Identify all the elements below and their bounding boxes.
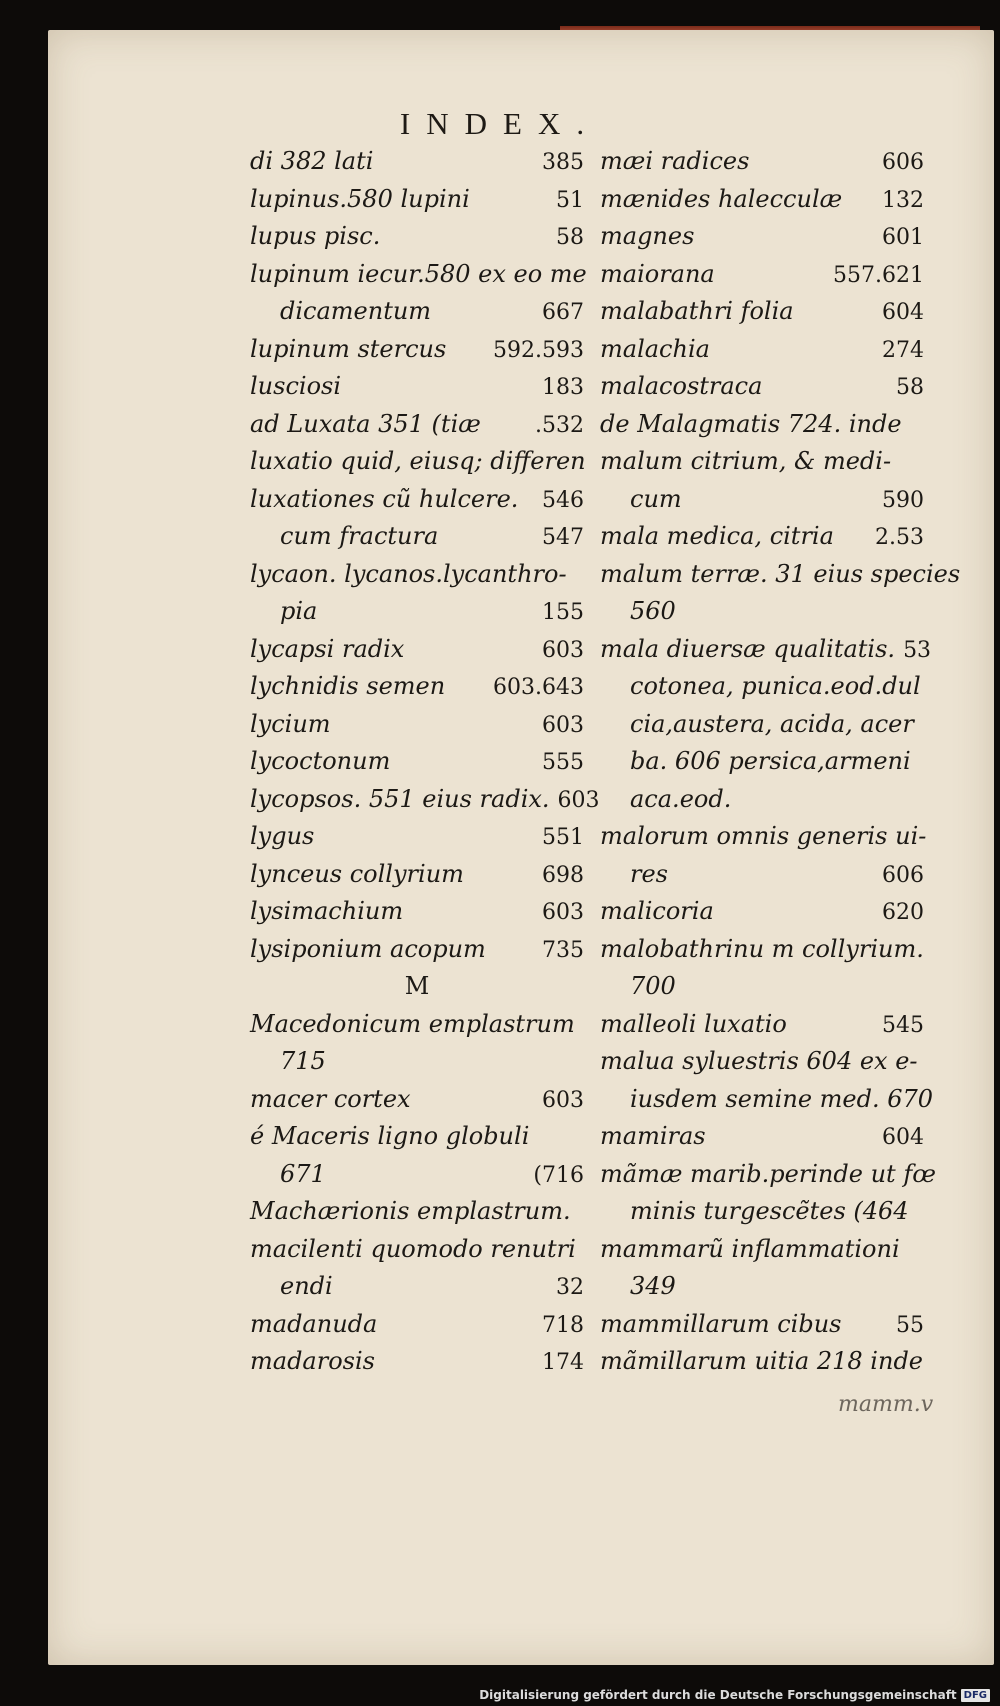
index-term: Macedonicum emplastrum <box>250 1009 575 1038</box>
index-term: luxationes cũ hulcere. <box>250 484 519 513</box>
index-term: mamiras <box>600 1122 706 1150</box>
index-entry <box>600 368 924 406</box>
index-term: lupinum iecur.580 ex eo me <box>250 259 587 288</box>
index-term: minis turgescẽtes (464 <box>630 1197 909 1225</box>
footer-text: Digitalisierung gefördert durch die Deutsche Forschungsgemeinschaft <box>479 1688 957 1702</box>
index-entry <box>600 331 924 369</box>
index-page-ref: 557.621 <box>833 262 924 288</box>
index-page-ref: 603 <box>542 900 584 925</box>
index-page-ref: 51 <box>556 187 584 213</box>
index-entry <box>250 443 584 481</box>
index-term: endi <box>280 1272 333 1300</box>
dfg-logo: DFG <box>961 1689 990 1702</box>
index-page-ref: 603 <box>542 712 584 738</box>
index-term: cotonea, punica.eod.dul <box>630 672 921 700</box>
index-entry <box>600 1156 936 1194</box>
index-entry <box>250 1268 584 1306</box>
index-entry <box>250 1156 584 1194</box>
index-page-ref: 545 <box>882 1012 924 1038</box>
index-entry <box>250 593 584 631</box>
index-term: lycaon. lycanos.lycanthro- <box>250 559 567 588</box>
index-term: magnes <box>600 222 695 250</box>
index-page-ref: 174 <box>542 1350 584 1375</box>
index-term: malum citrium, & medi- <box>600 447 892 475</box>
index-page-ref: 385 <box>542 150 584 175</box>
index-entry <box>250 1306 584 1344</box>
index-entry <box>250 931 584 969</box>
index-term: de Malagmatis 724. inde <box>600 409 902 438</box>
index-entry <box>250 1006 584 1044</box>
index-page-ref: (716 <box>533 1162 584 1188</box>
index-entry <box>250 293 584 331</box>
index-entry <box>250 181 584 219</box>
index-page-ref: 735 <box>542 937 584 963</box>
index-term: cum fractura <box>280 522 439 550</box>
index-page-ref: 603 <box>557 787 600 813</box>
index-entry <box>250 518 584 556</box>
index-term: lychnidis semen <box>250 672 446 700</box>
index-term: iusdem semine med. 670 <box>630 1084 934 1113</box>
index-entry <box>600 593 924 631</box>
index-term: lygus <box>250 822 315 850</box>
index-entry <box>600 1043 924 1081</box>
index-entry <box>250 1231 584 1269</box>
index-entry <box>600 518 924 556</box>
index-page-ref: 606 <box>882 862 924 888</box>
index-entry <box>250 1118 584 1156</box>
index-term: 715 <box>280 1047 326 1075</box>
index-entry <box>250 706 584 744</box>
index-page-ref: 551 <box>542 825 584 850</box>
index-term: 349 <box>630 1272 676 1300</box>
index-entry <box>250 1343 584 1381</box>
index-page-ref: 603.643 <box>493 675 584 700</box>
index-entry <box>600 181 924 219</box>
index-entry <box>600 781 924 819</box>
index-entry <box>600 443 924 481</box>
index-term: cum <box>630 484 682 513</box>
index-page-ref: 592.593 <box>493 337 584 363</box>
index-term: mæi radices <box>600 147 750 175</box>
index-term: lycoctonum <box>250 747 391 775</box>
index-term: pia <box>280 597 318 625</box>
index-page-ref: 698 <box>542 862 584 888</box>
index-page-ref: 667 <box>542 300 584 325</box>
index-entry <box>600 968 924 1006</box>
index-entry <box>600 143 924 181</box>
index-entry <box>600 893 924 931</box>
index-term: malleoli luxatio <box>600 1009 787 1038</box>
index-entry <box>250 218 584 256</box>
index-entry <box>250 631 584 669</box>
index-page-ref: 155 <box>542 600 584 625</box>
index-entry <box>600 743 924 781</box>
index-page-ref: 274 <box>882 337 924 363</box>
index-term: cia,austera, acida, acer <box>630 709 914 738</box>
index-column-right <box>600 143 961 1381</box>
index-term: res <box>630 859 668 888</box>
index-entry <box>600 706 924 744</box>
index-entry <box>600 931 924 969</box>
index-term: é Maceris ligno globuli <box>250 1122 530 1150</box>
index-term: mammillarum cibus <box>600 1309 842 1338</box>
index-term: malorum omnis generis ui- <box>600 822 927 850</box>
index-term: lynceus collyrium <box>250 859 464 888</box>
index-entry <box>250 143 584 181</box>
index-term: lycapsi radix <box>250 634 405 663</box>
index-term: 671 <box>280 1159 326 1188</box>
index-term: macer cortex <box>250 1084 411 1113</box>
index-page-ref: 604 <box>882 300 924 325</box>
index-entry <box>250 781 600 819</box>
index-term: lupus pisc. <box>250 222 381 250</box>
index-page-ref: 2.53 <box>875 525 924 550</box>
catchword: mamm.v <box>838 1392 934 1417</box>
index-page-ref: 604 <box>882 1125 924 1150</box>
index-term: mala medica, citria <box>600 522 834 550</box>
index-term: Machærionis emplastrum. <box>250 1197 571 1225</box>
index-entry <box>600 256 924 294</box>
index-term: malacostraca <box>600 372 763 400</box>
index-entry <box>600 1343 924 1381</box>
index-term: lysiponium acopum <box>250 934 486 963</box>
index-page-ref: 183 <box>542 375 584 400</box>
digitization-footer <box>479 1688 990 1702</box>
index-entry <box>600 218 924 256</box>
index-term: dicamentum <box>280 297 432 325</box>
index-page-ref: 606 <box>882 150 924 175</box>
index-entry <box>250 1043 584 1081</box>
index-term: malobathrinu m collyrium. <box>600 934 924 963</box>
index-entry <box>600 293 924 331</box>
index-term: lupinus.580 lupini <box>250 184 470 213</box>
index-entry <box>600 556 961 594</box>
index-page-ref: 55 <box>896 1312 924 1338</box>
index-term: ad Luxata 351 (tiæ <box>250 409 481 438</box>
index-entry <box>600 1306 924 1344</box>
index-term: madarosis <box>250 1347 375 1375</box>
index-term: lycopsos. 551 eius radix. <box>250 784 550 813</box>
index-term: malum terræ. 31 eius species <box>600 559 961 588</box>
index-page-ref: 601 <box>882 225 924 250</box>
index-page-ref: 555 <box>542 750 584 775</box>
index-page-ref: 58 <box>556 225 584 250</box>
index-entry <box>600 1081 934 1119</box>
index-page-ref: 603 <box>542 637 584 663</box>
index-term: mala diuersæ qualitatis. <box>600 634 896 663</box>
index-term: 560 <box>630 597 676 625</box>
index-term: lycium <box>250 709 331 738</box>
index-entry <box>250 1081 584 1119</box>
index-term: macilenti quomodo renutri <box>250 1234 576 1263</box>
index-column-left <box>250 143 600 1381</box>
index-entry <box>600 1118 924 1156</box>
index-entry <box>600 668 924 706</box>
index-page-ref: 718 <box>542 1312 584 1338</box>
index-page-ref: 590 <box>882 487 924 513</box>
index-page-ref: 603 <box>542 1087 584 1113</box>
index-entry <box>250 481 584 519</box>
index-entry <box>600 1268 924 1306</box>
index-page-ref: 32 <box>556 1275 584 1300</box>
index-term: di 382 lati <box>250 147 374 175</box>
index-entry <box>250 556 584 594</box>
index-entry <box>250 256 587 294</box>
index-term: lusciosi <box>250 372 342 400</box>
index-entry <box>600 631 932 669</box>
index-term: maiorana <box>600 259 715 288</box>
index-term: lysimachium <box>250 897 404 925</box>
index-page-ref: 132 <box>882 187 924 213</box>
index-term: malabathri folia <box>600 297 794 325</box>
index-term: mãmæ marib.perinde ut fœ <box>600 1159 936 1188</box>
index-page-ref: 547 <box>542 525 584 550</box>
index-entry <box>600 481 924 519</box>
index-entry <box>250 743 584 781</box>
index-term: malua syluestris 604 ex e- <box>600 1047 918 1075</box>
index-entry <box>600 1193 924 1231</box>
index-entry <box>250 331 584 369</box>
index-page-ref: 53 <box>903 637 932 663</box>
index-term: mãmillarum uitia 218 inde <box>600 1347 924 1375</box>
index-term: malachia <box>600 334 710 363</box>
index-term: mammarũ inflammationi <box>600 1234 900 1263</box>
index-page-ref: 620 <box>882 900 924 925</box>
index-term: M <box>404 972 430 1000</box>
index-term: mænides halecculæ <box>600 184 843 213</box>
index-term: malicoria <box>600 897 714 925</box>
index-entry <box>250 406 584 444</box>
index-entry <box>250 893 584 931</box>
index-term: luxatio quid, eiusq; differen <box>250 447 586 475</box>
index-entry <box>250 968 584 1006</box>
index-entry <box>250 368 584 406</box>
index-page-ref: 546 <box>542 487 584 513</box>
index-term: 700 <box>630 972 676 1000</box>
index-term: lupinum stercus <box>250 334 447 363</box>
index-page-ref: 58 <box>896 375 924 400</box>
index-term: aca.eod. <box>630 784 732 813</box>
index-entry <box>250 1193 584 1231</box>
running-head: INDEX. <box>399 106 601 141</box>
index-entry <box>600 406 924 444</box>
index-page-ref: .532 <box>535 412 584 438</box>
index-entry <box>250 668 584 706</box>
index-entry <box>250 818 584 856</box>
index-entry <box>600 1231 924 1269</box>
index-entry <box>600 856 924 894</box>
index-term: madanuda <box>250 1309 378 1338</box>
index-entry <box>600 1006 924 1044</box>
index-term: ba. 606 persica,armeni <box>630 747 911 775</box>
index-entry <box>250 856 584 894</box>
index-entry <box>600 818 927 856</box>
